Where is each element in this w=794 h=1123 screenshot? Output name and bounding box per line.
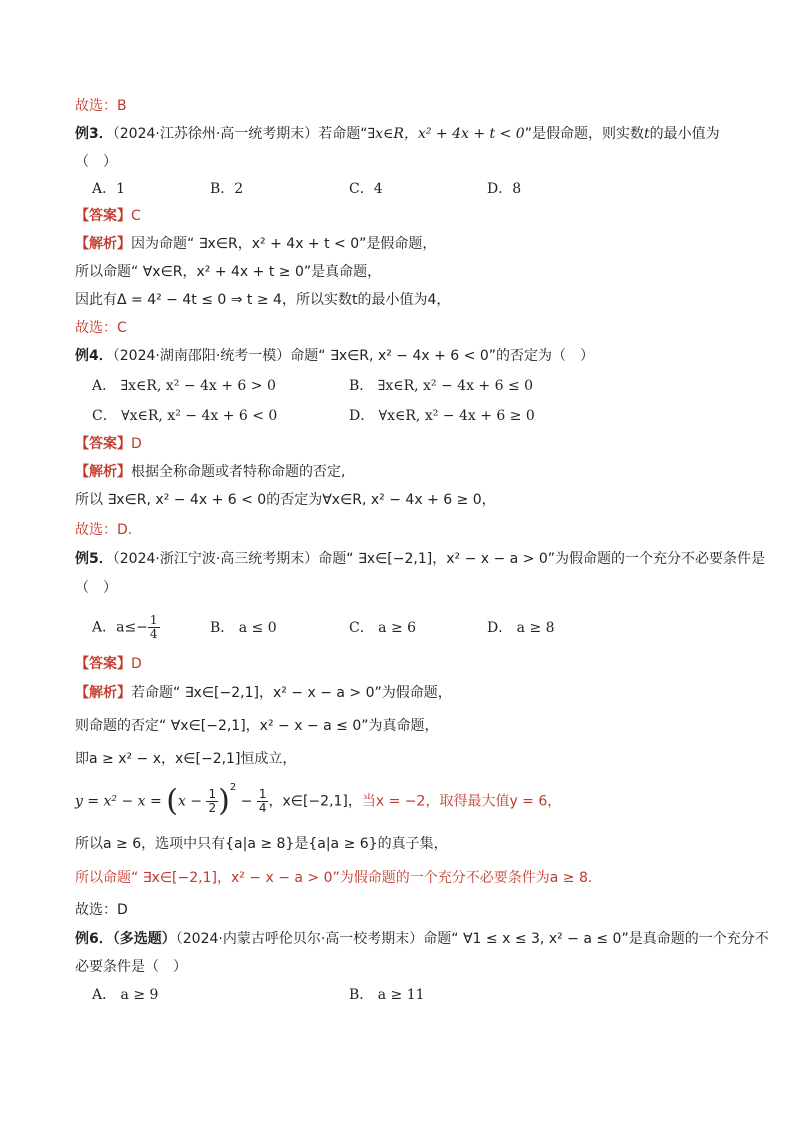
example-5-answer <box>75 654 142 674</box>
answer-value: D <box>131 656 142 672</box>
example-4-analysis-2: 所以 ∃x∈R, x² − 4x + 6 < 0的否定为∀x∈R, x² − 4x + 6 ≥ 0， <box>75 492 496 508</box>
example-5-option-b: B． a ≤ 0 <box>210 620 277 636</box>
example-6-stem <box>75 929 769 949</box>
fraction-numerator: 1 <box>208 787 217 802</box>
example-4-option-a: A． ∃x∈R, x² − 4x + 6 > 0 <box>92 378 276 394</box>
example-5-title: 例5． <box>75 551 113 567</box>
example-5-option-d: D． a ≥ 8 <box>487 620 555 636</box>
example-5-stem <box>75 549 765 569</box>
option-a-text: A．a≤− <box>92 619 148 636</box>
example-4-source: （2024·湖南邵阳·统考一模） <box>112 348 291 364</box>
example-5-function-line <box>75 782 562 819</box>
answer-value: D <box>131 436 142 452</box>
left-paren: ( <box>166 783 178 819</box>
example-3-analysis-2: 所以命题“ ∀x∈R，x² + 4x + t ≥ 0”是真命题， <box>75 264 382 280</box>
fraction-numerator: 1 <box>149 613 158 627</box>
example-5-conclusion: 故选：D <box>75 902 128 918</box>
function-inner: x − <box>177 793 207 810</box>
analysis-label: 【解析】 <box>75 685 131 701</box>
example-4-conclusion: 故选：D. <box>75 522 133 538</box>
example-3-variable: t <box>643 126 650 142</box>
example-4-stem <box>75 346 594 366</box>
example-6-stem-text: 命题“ ∀1 ≤ x ≤ 3, x² − a ≤ 0”是真命题的一个充分不 <box>423 931 769 947</box>
example-3-stem-text-2: ”是假命题，则实数 <box>524 126 644 142</box>
function-domain: ，x∈[−2,1]， <box>268 793 362 810</box>
example-5-analysis-4: 所以a ≥ 6，选项中只有{a|a ≥ 8}是{a|a ≥ 6}的真子集， <box>75 836 448 852</box>
example-4-answer <box>75 434 142 454</box>
example-3-analysis-3: 因此有Δ = 4² − 4t ≤ 0 ⇒ t ≥ 4，所以实数t的最小值为4， <box>75 292 451 308</box>
example-6-title: 例6． <box>75 931 113 947</box>
example-4-option-b: B． ∃x∈R, x² − 4x + 6 ≤ 0 <box>349 378 534 394</box>
analysis-label: 【解析】 <box>75 236 131 252</box>
square-exponent: 2 <box>229 782 237 793</box>
example-3-stem-text: 若命题“ <box>318 126 368 142</box>
example-3-title: 例3． <box>75 126 113 142</box>
analysis-label: 【解析】 <box>75 464 131 480</box>
answer-label: 【答案】 <box>75 436 131 452</box>
fraction-numerator: 1 <box>258 787 267 802</box>
analysis-text: 若命题“ ∃x∈[−2,1]，x² − x − a > 0”为假命题， <box>131 685 452 701</box>
example-3-option-a: A．1 <box>92 181 126 197</box>
analysis-text: 根据全称命题或者特称命题的否定, <box>131 464 346 480</box>
example-5-analysis-2: 则命题的否定“ ∀x∈[−2,1]，x² − x − a ≤ 0”为真命题， <box>75 718 439 734</box>
previous-conclusion: 故选：B <box>75 98 127 114</box>
option-a-fraction <box>148 614 160 641</box>
example-4-stem-text: 命题“ ∃x∈R, x² − 4x + 6 < 0”的否定为（ ） <box>290 348 594 364</box>
function-lhs: y = x² − x = <box>75 793 167 810</box>
example-6-source: （2024·内蒙古呼伦贝尔·高一校考期末） <box>175 931 424 947</box>
example-5-stem-text: 命题“ ∃x∈[−2,1]，x² − x − a > 0”为假命题的一个充分不必要条件是 <box>318 551 766 567</box>
example-3-stem <box>75 124 720 144</box>
example-5-analysis-3: 即a ≥ x² − x，x∈[−2,1]恒成立， <box>75 751 297 767</box>
example-4-analysis-1 <box>75 462 345 482</box>
answer-label: 【答案】 <box>75 656 131 672</box>
half-fraction <box>206 788 218 815</box>
example-6-option-b: B． a ≥ 11 <box>349 987 425 1003</box>
example-3-stem-text-3: 的最小值为 <box>649 126 720 142</box>
example-5-analysis-5: 所以命题“ ∃x∈[−2,1]，x² − x − a > 0”为假命题的一个充分不必要条件为a ≥ 8. <box>75 870 593 886</box>
example-3-condition: ∃x∈R，x² + 4x + t < 0 <box>367 126 525 142</box>
example-5-option-a <box>92 614 160 641</box>
example-5-analysis-1 <box>75 683 452 703</box>
example-6-stem-2: 必要条件是（ ） <box>75 959 187 975</box>
right-paren: ) <box>218 783 230 819</box>
example-4-option-c: C． ∀x∈R, x² − 4x + 6 < 0 <box>92 408 278 424</box>
quarter-fraction <box>257 788 269 815</box>
example-6-tag: （多选题） <box>112 931 176 947</box>
example-5-option-c: C． a ≥ 6 <box>349 620 417 636</box>
example-3-option-b: B．2 <box>210 181 244 197</box>
fraction-denominator: 4 <box>149 627 158 641</box>
analysis-text: 因为命题“ ∃x∈R，x² + 4x + t < 0”是假命题， <box>131 236 437 252</box>
function-max: 当x = −2，取得最大值y = 6， <box>361 793 562 810</box>
example-5-source: （2024·浙江宁波·高三统考期末） <box>112 551 319 567</box>
example-3-option-d: D．8 <box>487 181 522 197</box>
answer-label: 【答案】 <box>75 208 131 224</box>
fraction-denominator: 2 <box>208 801 217 816</box>
example-3-option-c: C．4 <box>349 181 383 197</box>
example-6-option-a: A． a ≥ 9 <box>92 987 159 1003</box>
example-3-source: （2024·江苏徐州·高一统考期末） <box>112 126 319 142</box>
minus-sign: − <box>236 793 257 810</box>
example-3-paren: （ ） <box>75 154 117 170</box>
example-4-option-d: D． ∀x∈R, x² − 4x + 6 ≥ 0 <box>349 408 535 424</box>
example-3-analysis-1 <box>75 234 436 254</box>
example-5-paren: （ ） <box>75 580 117 596</box>
answer-value: C <box>131 208 141 224</box>
example-4-title: 例4． <box>75 348 113 364</box>
example-3-conclusion: 故选：C <box>75 320 127 336</box>
example-3-answer <box>75 206 141 226</box>
fraction-denominator: 4 <box>258 801 267 816</box>
